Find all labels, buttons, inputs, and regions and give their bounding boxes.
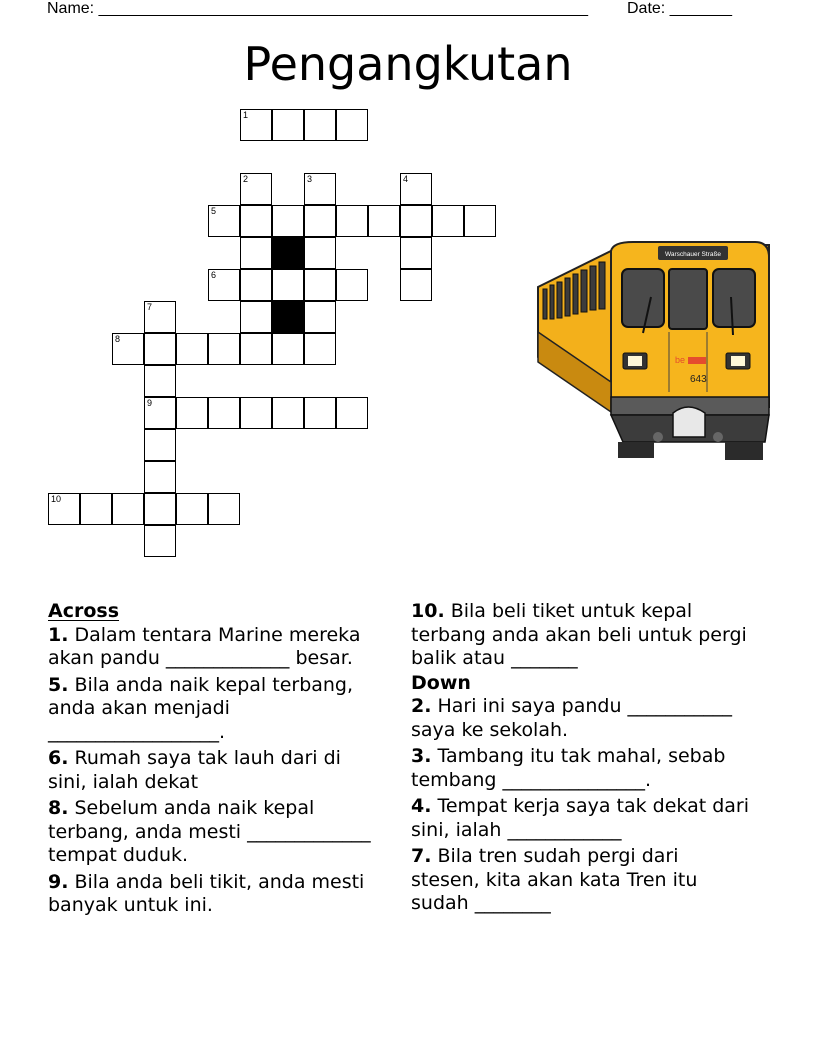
down-heading: Down: [411, 671, 471, 694]
crossword-cell[interactable]: [240, 269, 272, 301]
clue-number: 2: [243, 174, 249, 184]
clue-across-6: 6. Rumah saya tak lauh dari di sini, ialah dekat: [48, 747, 341, 793]
crossword-cell[interactable]: [272, 333, 304, 365]
crossword-cell[interactable]: [336, 205, 368, 237]
crossword-cell[interactable]: [400, 205, 432, 237]
crossword-cell[interactable]: [304, 333, 336, 365]
clue-number: 1: [243, 110, 249, 120]
crossword-cell[interactable]: [144, 525, 176, 557]
across-clues: [48, 600, 373, 921]
clue-across-5: 5. Bila anda naik kepal terbang, anda akan menjadi __________________.: [48, 673, 354, 743]
crossword-cell[interactable]: [400, 237, 432, 269]
crossword-cell[interactable]: [144, 333, 176, 365]
crossword-cell[interactable]: [176, 493, 208, 525]
crossword-cell[interactable]: [208, 205, 240, 237]
crossword-cell[interactable]: [464, 205, 496, 237]
crossword-cell[interactable]: [400, 269, 432, 301]
crossword-cell[interactable]: [240, 397, 272, 429]
clue-number: 3: [307, 174, 313, 184]
train-number-text: 643: [690, 374, 707, 385]
crossword-cell[interactable]: [240, 237, 272, 269]
crossword-cell[interactable]: [304, 173, 336, 205]
crossword-cell[interactable]: [368, 205, 400, 237]
crossword-cell[interactable]: [240, 205, 272, 237]
clue-across-8: 8. Sebelum anda naik kepal terbang, anda mesti _____________ tempat duduk.: [48, 797, 371, 866]
clue-across-1: 1. Dalam tentara Marine mereka akan pandu _____________ besar.: [48, 623, 361, 669]
crossword-cell[interactable]: [304, 109, 336, 141]
crossword-cell[interactable]: [208, 333, 240, 365]
clue-across-9: 9. Bila anda beli tikit, anda mesti banyak untuk ini.: [48, 870, 365, 916]
black-square: [272, 301, 304, 333]
clue-down-2: 2. Hari ini saya pandu ___________ saya ke sekolah.: [411, 695, 733, 741]
clue-number: 9: [147, 398, 153, 408]
clue-number: 10: [51, 494, 62, 504]
clue-number: 7: [147, 302, 153, 312]
crossword-cell[interactable]: [208, 493, 240, 525]
crossword-cell[interactable]: [304, 301, 336, 333]
crossword-cell[interactable]: [272, 397, 304, 429]
crossword-cell[interactable]: [112, 493, 144, 525]
crossword-cell[interactable]: [176, 333, 208, 365]
crossword-cell[interactable]: [272, 205, 304, 237]
crossword-cell[interactable]: [336, 109, 368, 141]
crossword-cell[interactable]: [240, 301, 272, 333]
right-clues: [411, 600, 751, 919]
crossword-cell[interactable]: [144, 493, 176, 525]
crossword-cell[interactable]: [80, 493, 112, 525]
crossword-cell[interactable]: [272, 269, 304, 301]
crossword-cell[interactable]: [144, 397, 176, 429]
crossword-cell[interactable]: [304, 205, 336, 237]
crossword-cell[interactable]: [272, 109, 304, 141]
crossword-cell[interactable]: [304, 397, 336, 429]
across-heading: Across: [48, 600, 120, 622]
black-square: [272, 237, 304, 269]
clue-number: 5: [211, 206, 217, 216]
crossword-cell[interactable]: [48, 493, 80, 525]
train-logo-text: be: [675, 355, 686, 365]
page-title: Pengangkutan: [243, 37, 573, 91]
name-field-label: Name: _______________________________________________________: [47, 0, 588, 17]
clue-number: 6: [211, 270, 217, 280]
crossword-cell[interactable]: [208, 269, 240, 301]
destination-sign-text: Warschauer Straße: [664, 251, 722, 258]
crossword-cell[interactable]: [304, 269, 336, 301]
clue-down-7: 7. Bila tren sudah pergi dari stesen, kita akan kata Tren itu sudah ________: [411, 845, 698, 914]
crossword-cell[interactable]: [144, 429, 176, 461]
crossword-cell[interactable]: [240, 173, 272, 205]
clue-across-10: 10. Bila beli tiket untuk kepal terbang anda akan beli untuk pergi balik atau _______: [411, 600, 747, 669]
crossword-cell[interactable]: [176, 397, 208, 429]
crossword-cell[interactable]: [336, 269, 368, 301]
crossword-cell[interactable]: [112, 333, 144, 365]
clue-number: 8: [115, 334, 121, 344]
crossword-cell[interactable]: [240, 109, 272, 141]
clue-down-3: 3. Tambang itu tak mahal, sebab tembang _______________.: [411, 745, 726, 791]
crossword-cell[interactable]: [336, 397, 368, 429]
crossword-cell[interactable]: [144, 461, 176, 493]
crossword-cell[interactable]: [208, 397, 240, 429]
date-field-label: Date: _______: [627, 0, 732, 17]
crossword-cell[interactable]: [432, 205, 464, 237]
crossword-cell[interactable]: [240, 333, 272, 365]
clue-number: 4: [403, 174, 409, 184]
crossword-cell[interactable]: [400, 173, 432, 205]
train-illustration: [533, 237, 773, 462]
crossword-cell[interactable]: [304, 237, 336, 269]
clue-down-4: 4. Tempat kerja saya tak dekat dari sini, ialah ____________: [411, 795, 749, 841]
crossword-cell[interactable]: [144, 365, 176, 397]
crossword-cell[interactable]: [144, 301, 176, 333]
